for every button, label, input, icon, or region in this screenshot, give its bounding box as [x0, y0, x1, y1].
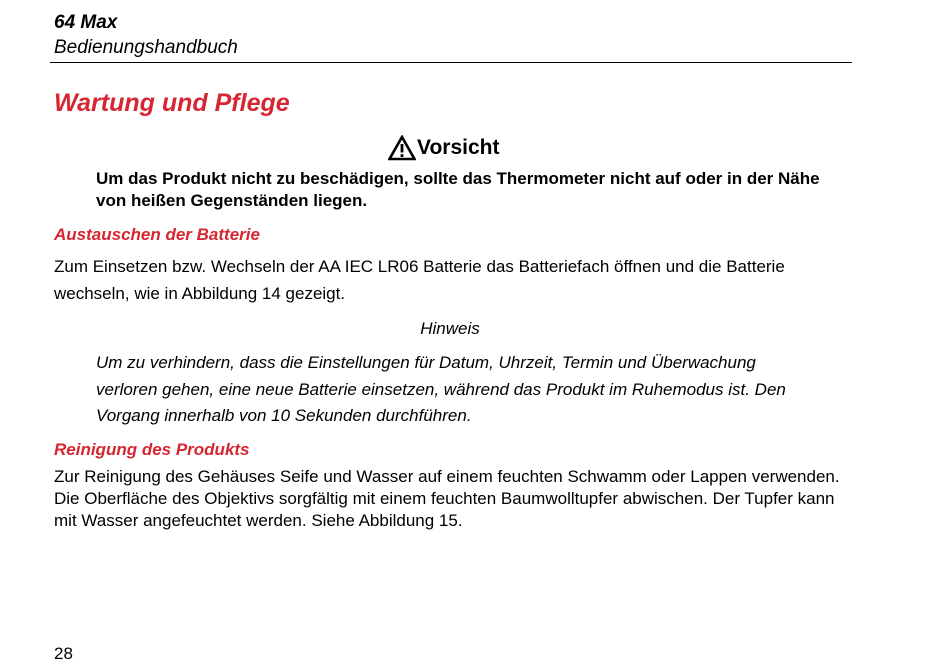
header-divider [50, 62, 852, 63]
caution-text: Um das Produkt nicht zu beschädigen, sollte das Thermometer nicht auf oder in der Nähe von heißen Gegenständen liegen. [96, 169, 820, 210]
cleaning-heading: Reinigung des Produkts [54, 440, 250, 459]
note-label: Hinweis [420, 319, 480, 338]
note-text: Um zu verhindern, dass die Einstellungen für Datum, Uhrzeit, Termin und Überwachung verloren gehen, eine neue Batterie einsetzen, während das Produkt im Ruhemodus ist. Den Vorgang innerhalb von 10 Sekunden durchführen. [96, 353, 786, 425]
battery-body: Zum Einsetzen bzw. Wechseln der AA IEC LR06 Batterie das Batteriefach öffnen und die Batterie wechseln, wie in Abbildung 14 gezeigt. [54, 257, 785, 303]
section-title: Wartung und Pflege [54, 89, 290, 117]
warning-triangle-icon [388, 135, 416, 161]
caution-heading [388, 133, 499, 163]
battery-heading: Austauschen der Batterie [54, 225, 260, 244]
cleaning-body: Zur Reinigung des Gehäuses Seife und Wasser auf einem feuchten Schwamm oder Lappen verwenden. Die Oberfläche des Objektivs sorgfältig mit einem feuchten Baumwolltupfer abwischen. Der Tupfer kann mit Wasser angefeuchtet werden. Siehe Abbildung 15. [54, 467, 840, 530]
document-subtitle: Bedienungshandbuch [54, 37, 238, 58]
document-title: 64 Max [54, 12, 118, 33]
caution-label: Vorsicht [417, 136, 500, 159]
page-number: 28 [54, 644, 73, 663]
